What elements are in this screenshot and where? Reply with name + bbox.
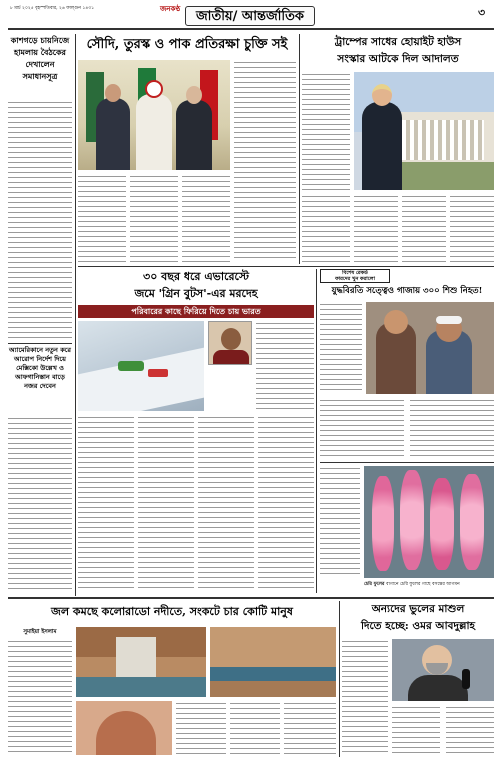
portrait-body bbox=[213, 350, 249, 365]
river bbox=[76, 677, 206, 697]
story7-body-c bbox=[446, 705, 494, 755]
story5-body bbox=[320, 466, 360, 578]
microphone bbox=[462, 669, 470, 689]
story2-headline-2: সংস্কার আটকে দিল আদালত bbox=[337, 53, 459, 65]
story6-body-c bbox=[230, 701, 280, 755]
story-defense-pact bbox=[78, 34, 296, 264]
story1-body-right bbox=[234, 60, 296, 262]
story7-body-a bbox=[342, 639, 388, 755]
colorado-photo-3 bbox=[76, 701, 172, 755]
story-white-house bbox=[302, 34, 494, 264]
lawn bbox=[402, 162, 494, 190]
story4-body-c bbox=[410, 398, 494, 458]
story2-body-e bbox=[302, 194, 350, 262]
colorado-photo-2 bbox=[210, 627, 336, 697]
story1-body-c bbox=[182, 174, 230, 262]
dam bbox=[116, 637, 156, 677]
record-kicker: বিশেষ রেকর্ড bbox=[342, 270, 368, 276]
left-divider bbox=[8, 343, 72, 344]
story4-body-a bbox=[320, 302, 362, 394]
story6-body-b bbox=[176, 701, 226, 755]
date-line: ৮ মার্চ ২০২৫ বৃহস্পতিবার, ২৬ ফাল্গুন ১৪৩১ bbox=[10, 6, 95, 11]
story3-body-d bbox=[258, 415, 314, 591]
story2-body-c bbox=[402, 194, 446, 262]
blossom-1 bbox=[372, 476, 394, 571]
water-band bbox=[210, 667, 336, 681]
left-headline-1: কাশগড়ে চায়নিজে হামলায় বৈঠকের দেখালেন সমাধানসূত্র bbox=[10, 35, 70, 81]
story7-body-b bbox=[392, 705, 440, 755]
story2-body-a bbox=[302, 72, 350, 192]
left-column bbox=[8, 34, 72, 594]
column-rule-mid bbox=[299, 34, 300, 264]
masthead bbox=[0, 0, 500, 30]
cherry-caption-text: বাগানে চেরি ফুলের গাছে বসন্তের আগমন bbox=[385, 582, 460, 587]
child-left-head bbox=[384, 310, 408, 334]
leader-left-head bbox=[105, 84, 121, 102]
story6-body-a bbox=[8, 639, 72, 755]
leaders-photo bbox=[78, 60, 230, 170]
leader-left bbox=[96, 98, 130, 170]
story3-subhead: পরিবারের কাছে ফিরিয়ে দিতে চায় ভারত bbox=[78, 305, 314, 318]
story3-body-a bbox=[78, 415, 134, 591]
column-rule-left bbox=[75, 34, 76, 596]
portrait-photo bbox=[208, 321, 252, 365]
climber-gear bbox=[148, 369, 168, 377]
trump-head bbox=[372, 84, 392, 106]
story6-byline: সুমাইয়া ইসলাম bbox=[23, 629, 57, 635]
left-headline-2: অ্যামেরিকানে নতুন করে আরোপ নির্দেশ দিয়ে মেক্সিকো উল্লেখ ও আফগানিস্তান বাড়ে নজর দেবেন bbox=[9, 346, 71, 390]
section-title: জাতীয়/ আন্তর্জাতিক bbox=[185, 6, 315, 26]
story-gaza bbox=[320, 284, 494, 594]
story-everest bbox=[78, 269, 314, 593]
blossom-3 bbox=[430, 478, 454, 570]
story-omar bbox=[342, 601, 494, 757]
paper-logo: জনকণ্ঠ bbox=[160, 4, 181, 13]
column-rule-right bbox=[316, 269, 317, 593]
story3-body-side bbox=[256, 321, 314, 411]
story1-headline: সৌদি, তুরস্ক ও পাক প্রতিরক্ষা চুক্তি সই bbox=[86, 37, 288, 52]
gaza-rule bbox=[320, 462, 494, 463]
green-boots bbox=[118, 361, 144, 371]
trump-figure bbox=[362, 102, 402, 190]
leader-mid-head bbox=[145, 80, 163, 98]
white-house-photo bbox=[354, 72, 494, 190]
story1-body-a bbox=[78, 174, 126, 262]
rock-band bbox=[210, 681, 336, 697]
story2-body-d bbox=[450, 194, 494, 262]
column-rule-bottom bbox=[339, 601, 340, 757]
story1-body-b bbox=[130, 174, 178, 262]
record-kicker2: ফারদের খুন করালো bbox=[335, 276, 375, 282]
story6-headline: জল কমছে কলোরাডো নদীতে, সংকটে চার কোটি মানুষ bbox=[51, 605, 293, 618]
cherry-photo bbox=[364, 466, 494, 578]
blossom-2 bbox=[400, 470, 424, 570]
rock-formation bbox=[96, 711, 156, 755]
gaza-photo bbox=[366, 302, 494, 394]
cherry-caption-bold: চেরি ফুলের bbox=[364, 582, 385, 587]
story4-body-b bbox=[320, 398, 404, 458]
leader-right-head bbox=[186, 86, 202, 104]
story3-headline-1: ৩০ বছর ধরে এভারেস্টে bbox=[143, 270, 249, 283]
cherry-caption bbox=[364, 580, 494, 590]
story3-body-c bbox=[198, 415, 254, 591]
leader-right bbox=[176, 100, 212, 170]
bandage bbox=[436, 316, 462, 324]
row-rule-2 bbox=[8, 597, 494, 599]
record-kicker-box bbox=[320, 269, 390, 283]
snow-slope bbox=[78, 348, 204, 411]
everest-photo bbox=[78, 321, 204, 411]
story6-body-d bbox=[284, 701, 336, 755]
omar-photo bbox=[392, 639, 494, 701]
leader-mid bbox=[136, 94, 172, 170]
story7-headline-2: দিতে হচ্ছে: ওমর আবদুল্লাহ bbox=[360, 620, 476, 632]
row-rule-1 bbox=[78, 266, 494, 267]
masthead-rule bbox=[8, 28, 494, 30]
left-body-2 bbox=[8, 416, 72, 592]
portrait-head bbox=[221, 328, 241, 350]
colorado-photo-1 bbox=[76, 627, 206, 697]
left-body-1 bbox=[8, 100, 72, 340]
omar-body bbox=[408, 675, 468, 701]
story3-headline-2: জমে 'গ্রিন বুটস'-এর মরদেহ bbox=[134, 287, 258, 300]
story4-headline: যুদ্ধবিরতি সত্ত্বেও গাজায় ৩০০ শিশু নিহত! bbox=[331, 286, 483, 296]
story2-headline-1: ট্রাম্পের সাধের হোয়াইট হাউস bbox=[334, 36, 462, 48]
story3-body-b bbox=[138, 415, 194, 591]
story2-body-b bbox=[354, 194, 398, 262]
page-number: ৩ bbox=[478, 6, 486, 19]
story7-headline-1: অন্যদের ভুলের মাশুল bbox=[371, 603, 465, 615]
story-colorado bbox=[8, 601, 336, 757]
columns bbox=[394, 120, 484, 160]
blossom-4 bbox=[460, 474, 484, 570]
